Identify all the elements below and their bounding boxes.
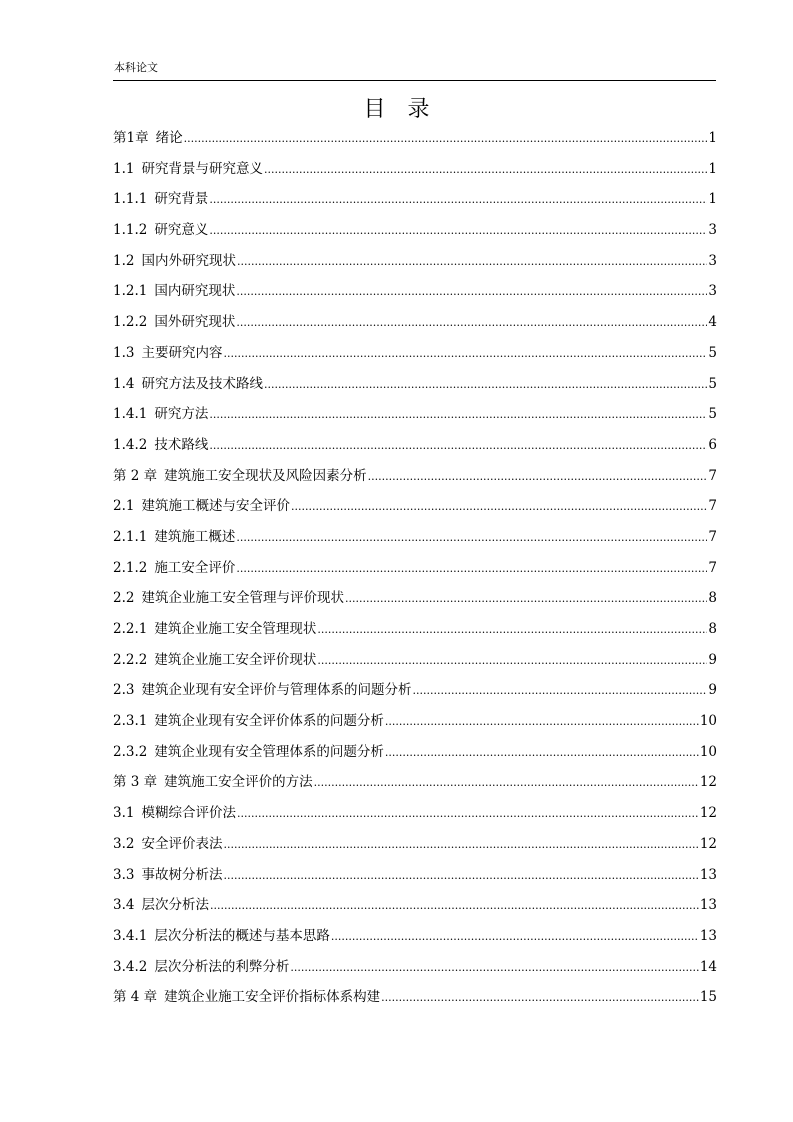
toc-entry-page: 10: [699, 713, 717, 730]
toc-entry-title: 事故树分析法: [141, 866, 223, 883]
toc-entry-title: 主要研究内容: [141, 344, 223, 361]
toc-entry[interactable]: [113, 311, 717, 342]
toc-dot-leader: [236, 558, 707, 580]
toc-entry-page: 8: [708, 621, 717, 637]
toc-entry[interactable]: [113, 894, 717, 925]
toc-entry[interactable]: [113, 587, 717, 618]
toc-entry-page: 10: [699, 743, 717, 760]
toc-entry-number: 第 3 章: [113, 774, 158, 791]
toc-entry-number: 1.1.2: [113, 222, 148, 239]
toc-entry-title: 建筑企业施工安全评价指标体系构建: [164, 989, 381, 1006]
toc-entry-number: 2.2: [113, 590, 135, 607]
toc-entry-number: 1.2.2: [113, 314, 148, 331]
toc-entry-title: 国内外研究现状: [141, 252, 236, 269]
toc-entry-page: 13: [699, 866, 717, 883]
toc-dot-leader: [237, 803, 699, 825]
toc-dot-leader: [210, 895, 699, 917]
toc-entry[interactable]: [113, 679, 717, 710]
toc-entry[interactable]: [113, 771, 717, 802]
toc-dot-leader: [345, 588, 707, 610]
toc-dot-leader: [331, 926, 699, 948]
toc-entry[interactable]: [113, 526, 717, 557]
toc-entry-title: 国外研究现状: [154, 314, 236, 331]
toc-dot-leader: [368, 466, 708, 488]
toc-dot-leader: [381, 987, 699, 1009]
toc-entry[interactable]: [113, 280, 717, 311]
toc-entry-page: 12: [699, 835, 717, 852]
toc-entry[interactable]: [113, 741, 717, 772]
toc-dot-leader: [209, 404, 707, 426]
toc-entry-number: 3.3: [113, 866, 135, 883]
toc-entry-number: 第 4 章: [113, 989, 158, 1006]
header-divider: [113, 80, 716, 81]
toc-entry-page: 3: [708, 283, 717, 300]
toc-entry-page: 7: [708, 498, 717, 515]
toc-entry-page: 12: [699, 805, 717, 822]
toc-dot-leader: [209, 220, 707, 242]
toc-entry-page: 5: [708, 344, 717, 361]
toc-entry[interactable]: [113, 925, 717, 956]
toc-entry-page: 13: [699, 927, 717, 944]
toc-entry-number: 1.2: [113, 252, 135, 269]
toc-entry-page: 9: [708, 651, 717, 668]
toc-dot-leader: [314, 772, 699, 794]
toc-entry-page: 4: [708, 314, 717, 331]
toc-entry[interactable]: [113, 219, 717, 250]
toc-entry-title: 研究背景: [154, 191, 209, 208]
toc-entry-page: 1: [708, 160, 717, 177]
toc-entry-number: 2.3: [113, 682, 135, 699]
toc-entry[interactable]: [113, 833, 717, 864]
toc-entry-title: 建筑施工概述与安全评价: [141, 498, 290, 515]
toc-entry-page: 7: [708, 528, 717, 545]
toc-entry-page: 7: [708, 467, 717, 484]
toc-entry[interactable]: [113, 158, 717, 189]
toc-entry[interactable]: [113, 403, 717, 434]
toc-entry-title: 建筑施工安全评价的方法: [164, 774, 313, 791]
toc-entry-page: 7: [708, 559, 717, 576]
toc-entry-number: 2.3.1: [113, 713, 148, 730]
toc-entry-title: 技术路线: [154, 436, 209, 453]
toc-dot-leader: [385, 742, 699, 764]
toc-entry-page: 1: [708, 130, 717, 146]
toc-entry-number: 2.2.1: [113, 621, 148, 637]
toc-entry-title: 建筑企业施工安全评价现状: [154, 651, 317, 668]
toc-dot-leader: [412, 680, 707, 702]
running-header-label: 本科论文: [114, 61, 158, 74]
toc-entry[interactable]: [113, 434, 717, 465]
toc-dot-leader: [290, 957, 698, 979]
toc-dot-leader: [209, 189, 707, 211]
toc-entry[interactable]: [113, 465, 717, 496]
table-of-contents: [113, 127, 717, 1017]
toc-entry-title: 研究方法及技术路线: [141, 375, 263, 392]
toc-dot-leader: [317, 650, 707, 672]
toc-entry-title: 模糊综合评价法: [141, 805, 236, 822]
toc-dot-leader: [385, 711, 699, 733]
toc-entry-page: 12: [699, 774, 717, 791]
toc-entry-page: 9: [708, 682, 717, 699]
toc-dot-leader: [317, 619, 707, 641]
toc-entry-number: 1.1.1: [113, 191, 148, 208]
toc-entry-page: 15: [699, 989, 717, 1006]
toc-entry[interactable]: [113, 956, 717, 987]
toc-entry-page: 5: [708, 406, 717, 423]
toc-dot-leader: [184, 128, 708, 150]
toc-entry-number: 1.3: [113, 344, 135, 361]
toc-dot-leader: [236, 527, 707, 549]
toc-entry-title: 研究背景与研究意义: [141, 160, 263, 177]
toc-entry-title: 层次分析法: [141, 897, 209, 914]
toc-entry[interactable]: [113, 649, 717, 680]
toc-entry-number: 3.1: [113, 805, 135, 822]
toc-entry-page: 1: [708, 191, 717, 208]
toc-entry-title: 研究意义: [154, 222, 209, 239]
toc-entry-title: 建筑企业现有安全评价体系的问题分析: [154, 713, 384, 730]
toc-entry[interactable]: [113, 250, 717, 281]
toc-entry-number: 2.1.2: [113, 559, 148, 576]
toc-entry-title: 建筑企业施工安全管理与评价现状: [141, 590, 344, 607]
toc-entry-title: 国内研究现状: [154, 283, 236, 300]
toc-entry-page: 13: [699, 897, 717, 914]
toc-entry-title: 层次分析法的利弊分析: [154, 958, 290, 975]
toc-entry-title: 研究方法: [154, 406, 209, 423]
toc-entry-number: 2.1.1: [113, 528, 148, 545]
toc-entry-number: 3.4.2: [113, 958, 148, 975]
toc-entry[interactable]: [113, 342, 717, 373]
toc-title: 目 录: [363, 97, 430, 122]
toc-entry[interactable]: [113, 864, 717, 895]
toc-entry-title: 绪论: [155, 130, 183, 146]
toc-dot-leader: [209, 435, 707, 457]
toc-dot-leader: [264, 159, 707, 181]
toc-entry-title: 层次分析法的概述与基本思路: [154, 927, 330, 944]
toc-entry[interactable]: [113, 373, 717, 404]
toc-entry-number: 1.1: [113, 160, 135, 177]
toc-entry[interactable]: [113, 127, 717, 158]
toc-entry-title: 建筑施工概述: [154, 528, 236, 545]
toc-entry[interactable]: [113, 557, 717, 588]
toc-entry-page: 3: [708, 252, 717, 269]
toc-entry-page: 14: [699, 958, 717, 975]
toc-entry[interactable]: [113, 986, 717, 1017]
toc-entry-number: 第1章: [113, 130, 149, 146]
toc-entry-number: 1.4: [113, 375, 135, 392]
toc-entry-title: 安全评价表法: [141, 835, 223, 852]
toc-entry-page: 5: [708, 375, 717, 392]
toc-entry-title: 建筑企业施工安全管理现状: [154, 621, 317, 637]
toc-entry-number: 1.4.1: [113, 406, 148, 423]
toc-entry-number: 1.2.1: [113, 283, 148, 300]
toc-entry-number: 3.4: [113, 897, 135, 914]
toc-dot-leader: [291, 496, 707, 518]
toc-entry-title: 建筑施工安全现状及风险因素分析: [164, 467, 367, 484]
toc-entry-title: 施工安全评价: [154, 559, 236, 576]
toc-entry-page: 6: [708, 436, 717, 453]
toc-entry[interactable]: [113, 188, 717, 219]
toc-entry[interactable]: [113, 710, 717, 741]
toc-entry-number: 3.2: [113, 835, 135, 852]
toc-entry[interactable]: [113, 618, 717, 649]
toc-entry-number: 第 2 章: [113, 467, 158, 484]
toc-dot-leader: [223, 343, 707, 365]
toc-entry-number: 2.2.2: [113, 651, 148, 668]
toc-dot-leader: [223, 865, 698, 887]
toc-entry-number: 3.4.1: [113, 927, 148, 944]
toc-entry-title: 建筑企业现有安全评价与管理体系的问题分析: [141, 682, 412, 699]
toc-entry-number: 2.1: [113, 498, 135, 515]
toc-entry-page: 3: [708, 222, 717, 239]
toc-entry-page: 8: [708, 590, 717, 607]
toc-entry[interactable]: [113, 495, 717, 526]
toc-dot-leader: [236, 312, 707, 334]
toc-entry[interactable]: [113, 802, 717, 833]
toc-entry-title: 建筑企业现有安全管理体系的问题分析: [154, 743, 384, 760]
toc-dot-leader: [237, 251, 707, 273]
toc-entry-number: 1.4.2: [113, 436, 148, 453]
toc-dot-leader: [264, 374, 707, 396]
toc-entry-number: 2.3.2: [113, 743, 148, 760]
toc-dot-leader: [236, 281, 707, 303]
toc-dot-leader: [223, 834, 698, 856]
